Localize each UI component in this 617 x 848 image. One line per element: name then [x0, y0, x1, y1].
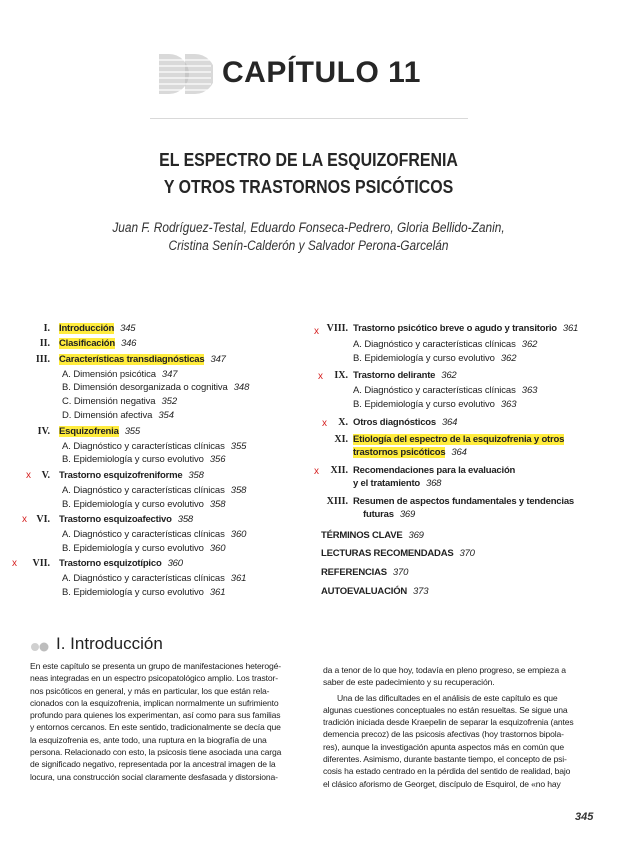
chapter-heading-line-1: EL ESPECTRO DE LA ESQUIZOFRENIA [159, 149, 458, 170]
annotation-x-mark: x [318, 371, 323, 382]
toc-referencias[interactable]: REFERENCIAS 370 [321, 567, 409, 578]
authors-line-2: Cristina Senín-Calderón y Salvador Perona-Garcelán [168, 238, 449, 253]
toc-entry-clasificacion[interactable]: Clasificación 346 [59, 338, 137, 349]
body-line: tradición iniciada desde Kraepelin de separar la esquizofrenia (antes [323, 717, 574, 728]
toc-number: X. [338, 417, 348, 428]
body-line: En este capítulo se presenta un grupo de manifestaciones heterogé- [30, 661, 281, 671]
toc-autoevaluacion[interactable]: AUTOEVALUACIÓN 373 [321, 586, 429, 597]
toc-number: IV. [37, 426, 50, 437]
body-line: cosis ha estado centrado en la pérdida del sentido de realidad, bajo [323, 766, 571, 777]
toc-entry-etiologia[interactable]: Etiología del espectro de la esquizofrenia y otros [353, 434, 565, 445]
toc-subentry[interactable]: A. Diagnóstico y características clínicas 360 [62, 529, 247, 540]
toc-entry-esquizofrenia[interactable]: Esquizofrenia 355 [59, 426, 140, 437]
toc-entry-resumen[interactable]: Resumen de aspectos fundamentales y tendencias [353, 496, 574, 507]
body-line: profundo para quienes los experimentan, así como para sus familias [30, 710, 281, 721]
body-line: Una de las dificultades en el análisis de este capítulo es que [337, 692, 558, 703]
annotation-x-mark: x [314, 466, 319, 477]
body-line: y entornos cercanos. En este sentido, tradicionalmente se decía que [30, 722, 281, 733]
body-line: saber de este padecimiento y su recuperación. [323, 677, 495, 688]
toc-terminos-clave[interactable]: TÉRMINOS CLAVE 369 [321, 530, 424, 541]
body-line: diferentes. Asimismo, durante bastante tiempo, el concepto de psi- [323, 754, 567, 765]
toc-subentry[interactable]: B. Epidemiología y curso evolutivo 362 [353, 353, 517, 364]
annotation-x-mark: x [322, 418, 327, 429]
toc-subentry[interactable]: C. Dimensión negativa 352 [62, 396, 178, 407]
toc-entry-psicotico-breve[interactable]: Trastorno psicótico breve o agudo y transitorio 361 [353, 323, 579, 334]
toc-number: III. [35, 354, 50, 365]
toc-entry-otros[interactable]: Otros diagnósticos 364 [353, 417, 458, 428]
body-line: la esquizofrenia es, ante todo, una ruptura en la biografía de una [30, 734, 267, 745]
authors-line-1: Juan F. Rodríguez-Testal, Eduardo Fonseca-Pedrero, Gloria Bellido-Zanin, [112, 220, 505, 235]
toc-lecturas[interactable]: LECTURAS RECOMENDADAS 370 [321, 548, 475, 559]
toc-number: VII. [32, 558, 50, 569]
body-line: locura, una construcción social claramente desfasada y distorsiona- [30, 771, 278, 782]
toc-number: IX. [334, 370, 348, 381]
toc-subentry[interactable]: A. Diagnóstico y características clínicas 358 [62, 485, 247, 496]
chapter-heading-line-2: Y OTROS TRASTORNOS PSICÓTICOS [163, 176, 454, 197]
toc-entry-esquizotipico[interactable]: Trastorno esquizotípico 360 [59, 558, 183, 569]
chapter-title: CAPÍTULO 11 [222, 56, 421, 89]
toc-subentry[interactable]: A. Dimensión psicótica 347 [62, 369, 178, 380]
toc-subentry[interactable]: B. Epidemiología y curso evolutivo 356 [62, 454, 226, 465]
toc-entry-caracteristicas[interactable]: Características transdiagnósticas 347 [59, 354, 226, 365]
toc-entry-resumen-cont[interactable]: futuras 369 [363, 509, 416, 520]
body-line: algunas cuestiones conceptuales no están resueltas. Se sigue una [323, 704, 568, 715]
section-heading: I. Introducción [56, 634, 163, 653]
body-line: cionados con la esquizofrenia, implican normalmente un sufrimiento [30, 697, 279, 708]
body-line: neas integradas en un espectro psicopatológico amplio. Los trastor- [30, 673, 278, 684]
toc-subentry[interactable]: D. Dimensión afectiva 354 [62, 410, 174, 421]
annotation-x-mark: x [22, 514, 27, 525]
body-line: el clásico aforismo de Georget, discípulo de Esquirol, de «no hay [323, 778, 561, 789]
toc-entry-delirante[interactable]: Trastorno delirante 362 [353, 370, 457, 381]
toc-entry-introduccion[interactable]: Introducción 345 [59, 323, 136, 334]
toc-number: V. [41, 470, 50, 481]
page-number: 345 [575, 811, 594, 823]
chapter-ornament-icon [155, 52, 213, 96]
toc-subentry[interactable]: B. Epidemiología y curso evolutivo 363 [353, 399, 517, 410]
toc-entry-esquizofreniforme[interactable]: Trastorno esquizofreniforme 358 [59, 470, 204, 481]
toc-number: XI. [334, 434, 348, 445]
toc-entry-etiologia-cont[interactable]: trastornos psicóticos 364 [353, 447, 467, 458]
toc-entry-recomendaciones[interactable]: Recomendaciones para la evaluación [353, 465, 516, 476]
body-line: de significado negativo, representada por la ancestral imagen de la [30, 759, 276, 770]
toc-number: VI. [36, 514, 50, 525]
toc-subentry[interactable]: A. Diagnóstico y características clínicas 362 [353, 339, 538, 350]
toc-number: VIII. [326, 323, 348, 334]
body-line: res), aunque la investigación apunta aspectos más en común que [323, 741, 565, 752]
header-divider [150, 118, 468, 119]
toc-number: II. [39, 338, 50, 349]
annotation-x-mark: x [26, 470, 31, 481]
body-line: da a tenor de lo que hoy, todavía en pleno progreso, se empieza a [323, 665, 566, 675]
toc-subentry[interactable]: A. Diagnóstico y características clínicas 355 [62, 441, 247, 452]
toc-number: XIII. [326, 496, 348, 507]
toc-subentry[interactable]: A. Diagnóstico y características clínicas 361 [62, 573, 247, 584]
toc-subentry[interactable]: B. Dimensión desorganizada o cognitiva 348 [62, 382, 250, 393]
toc-number: I. [43, 323, 50, 334]
body-line: nos psicóticos en general, y más en particular, los que están rela- [30, 685, 270, 696]
body-left-column [30, 660, 302, 783]
toc-subentry[interactable]: B. Epidemiología y curso evolutivo 361 [62, 587, 226, 598]
toc-subentry[interactable]: B. Epidemiología y curso evolutivo 360 [62, 543, 226, 554]
body-line: demencia precoz) de las psicosis afectivas (hoy trastornos bipola- [323, 729, 564, 740]
toc-number: XII. [330, 465, 348, 476]
body-line: persona. Relacionado con esto, la psicosis tiene asociada una carga [30, 747, 282, 758]
toc-subentry[interactable]: B. Epidemiología y curso evolutivo 358 [62, 499, 226, 510]
toc-entry-recomendaciones-cont[interactable]: y el tratamiento 368 [353, 478, 442, 489]
toc-subentry[interactable]: A. Diagnóstico y características clínicas 363 [353, 385, 538, 396]
toc-entry-esquizoafectivo[interactable]: Trastorno esquizoafectivo 358 [59, 514, 193, 525]
annotation-x-mark: x [12, 558, 17, 569]
body-right-column [323, 664, 595, 790]
section-ornament-icon [30, 641, 50, 653]
annotation-x-mark: x [314, 326, 319, 337]
